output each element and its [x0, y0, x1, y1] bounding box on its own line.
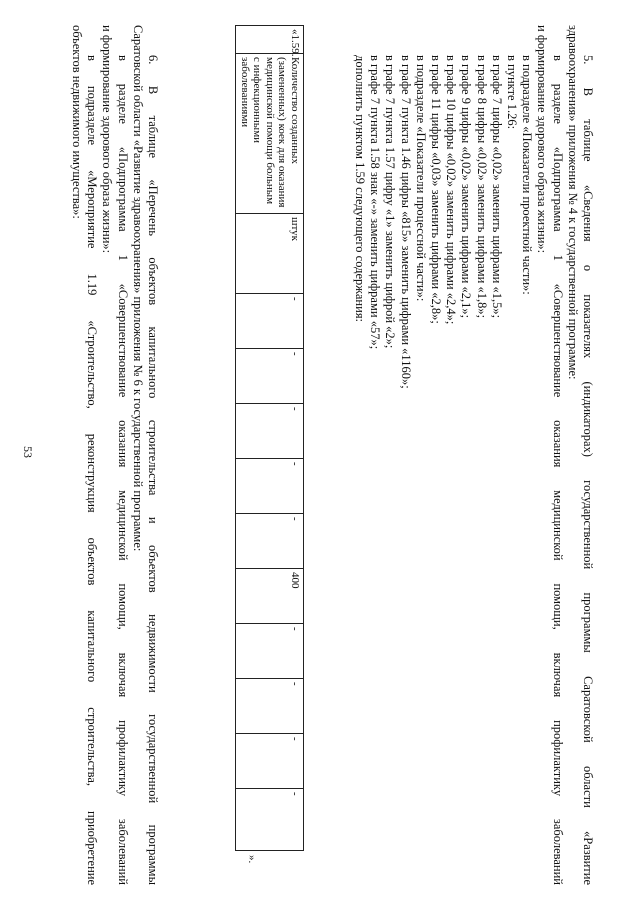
value-cell: - — [236, 404, 304, 459]
section5-line-1: 5. В таблице «Сведения о показателях (индикаторах) государственной программы Саратовской области «Развитие — [581, 55, 595, 885]
value-cell: - — [236, 294, 304, 349]
value-cell: - — [236, 624, 304, 679]
section-6 — [69, 25, 160, 885]
value-cell: - — [236, 679, 304, 734]
value-cell: - — [236, 514, 304, 569]
section5-line-2: здравоохранения» приложения № 4 к государственной программе: — [565, 25, 580, 380]
section6-line-1: 6. В таблице «Перечень объектов капитального строительства и объектов недвижимости государственной программы — [146, 55, 160, 885]
section5-line-9: в графе 9 цифры «0,02» заменить цифрами «2,1»; — [459, 55, 474, 319]
section5-line-11: в графе 11 цифры «0,03» заменить цифрами «2,8»; — [428, 55, 443, 324]
section5-line-4: и формирование здорового образа жизни»: — [535, 25, 550, 254]
section6-line-4: и формирование здорового образа жизни»: — [100, 25, 115, 254]
section5-line-7: в графе 7 цифры «0,02» заменить цифрами «1,5»; — [489, 55, 504, 319]
section5-line-10: в графе 10 цифры «0,02» заменить цифрами «2,4»; — [444, 55, 459, 325]
page-number: 53 — [21, 446, 35, 458]
section6-line-5: в подразделе «Мероприятие 1.19 «Строительство, реконструкция объектов капитального строительства, приобретение — [85, 55, 100, 885]
section6-line-3: в разделе «Подпрограмма 1 «Совершенствование оказания медицинской помощи, включая профилактику заболеваний — [115, 55, 130, 885]
value-cell: - — [236, 789, 304, 851]
table-row — [236, 26, 304, 851]
section5-line-5: в подразделе «Показатели проектной части»: — [520, 55, 535, 295]
inserted-indicator-table — [236, 25, 305, 851]
row-number-cell: «1.59. — [236, 26, 304, 54]
indicator-name-cell: Количество созданных (замененных) коек для оказания медицинской помощи больным с инфекционными заболеваниями — [236, 54, 304, 214]
unit-cell: штук — [236, 214, 304, 294]
section5-line-8: в графе 8 цифры «0,02» заменить цифрами «1,8»; — [474, 55, 489, 319]
section5-line-16: дополнить пунктом 1.59 следующего содержания: — [352, 55, 367, 323]
section6-line-2: Саратовской области «Развитие здравоохранения» приложения № 6 к государственной программе: — [130, 25, 145, 552]
value-cell: - — [236, 349, 304, 404]
value-cell: - — [236, 734, 304, 789]
value-cell: 400 — [236, 569, 304, 624]
section6-line-6: объектов недвижимого имущества»: — [69, 25, 84, 219]
section5-line-12: в подразделе «Показатели процессной части»: — [413, 55, 428, 302]
section5-line-6: в пункте 1.26: — [504, 55, 519, 130]
section-5 — [352, 25, 595, 885]
section5-line-14: в графе 7 пункта 1.57 цифру «1» заменить цифрой «2»; — [383, 55, 398, 349]
section5-line-15: в графе 7 пункта 1.58 знак «-» заменить цифрами «57»; — [368, 55, 383, 350]
value-cell: - — [236, 459, 304, 514]
section5-line-13: в графе 7 пункта 1.46 цифры «815» заменить цифрами «1160»; — [398, 55, 413, 389]
rotated-document-body — [35, 25, 595, 885]
section5-line-3: в разделе «Подпрограмма 1 «Совершенствование оказания медицинской помощи, включая профилактику заболеваний — [550, 55, 565, 885]
table-closing-quote: ». — [246, 855, 258, 864]
